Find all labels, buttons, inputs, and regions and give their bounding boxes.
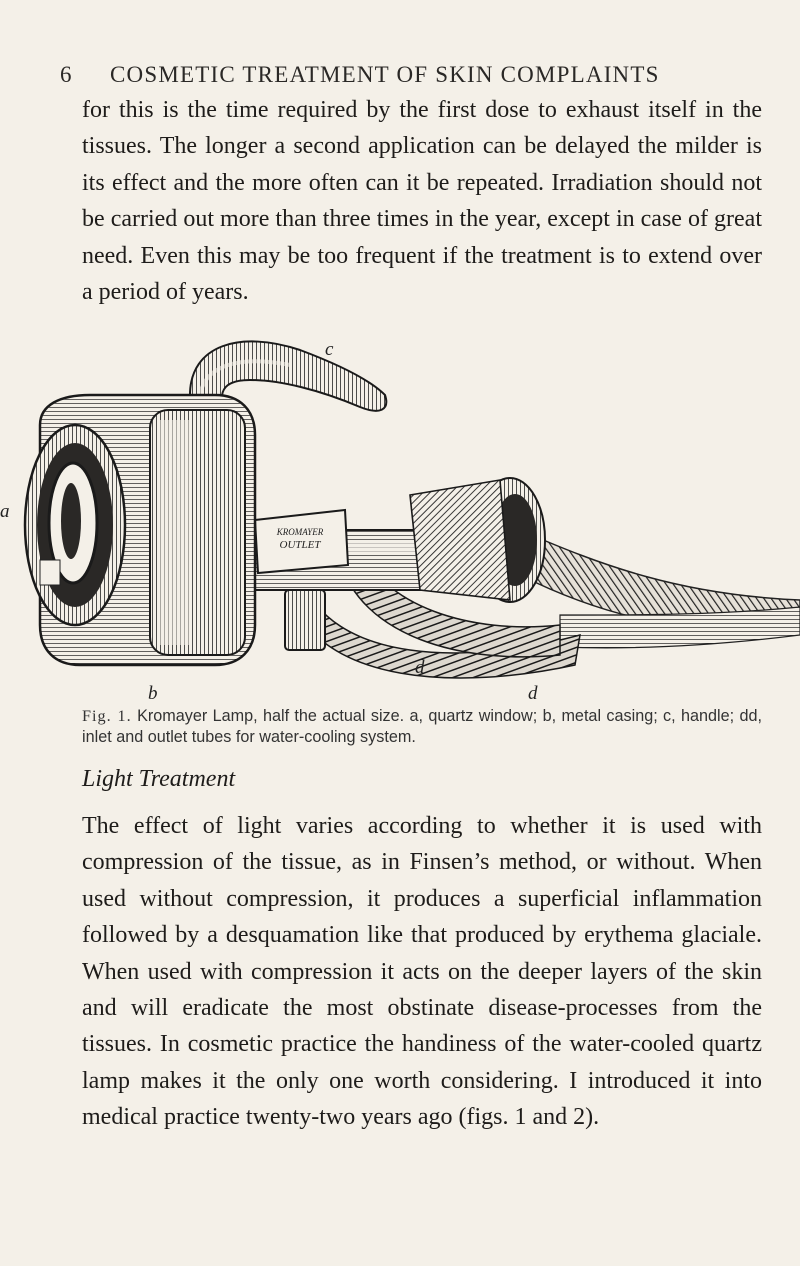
figure-kromayer-lamp [0, 335, 800, 707]
lamp-illustration [0, 335, 800, 707]
tube-collar [410, 478, 545, 602]
caption-label: Fig. 1. [82, 707, 132, 725]
figure-caption [82, 706, 762, 748]
label-b: b [148, 683, 158, 704]
outlet-label: OUTLET [279, 539, 321, 551]
caption-text: Kromayer Lamp, half the actual size. a, quartz window; b, metal casing; c, handle; dd, inlet and outlet tubes for water-cooling system. [82, 707, 762, 746]
engraved-text: KROMAYER [276, 527, 324, 537]
page-number: 6 [60, 62, 73, 87]
running-title: COSMETIC TREATMENT OF SKIN COMPLAINTS [110, 62, 660, 87]
running-head [60, 62, 760, 88]
water-cords [520, 530, 800, 648]
section-heading: Light Treatment [82, 766, 236, 792]
quartz-window-a [25, 425, 125, 625]
label-d-inner: d [415, 657, 425, 678]
label-c: c [325, 339, 334, 360]
label-a: a [0, 501, 10, 522]
paragraph-2: The effect of light varies according to whether it is used with compression of the tissue, as in Finsen’s method, or without. When used without compression, it produces a superficial inflammation followed by a desquamation like that produced by erythema glaciale. When used with compression it acts on the deeper layers of the skin and will eradicate the most obstinate disease-processes from the tissues. In cosmetic practice the handiness of the water-cooled quartz lamp makes it the only one worth considering. I introduced it into medical practice twenty-two years ago (figs. 1 and 2). [82, 813, 762, 1131]
label-d-outer: d [528, 683, 538, 704]
paragraph-1: for this is the time required by the first dose to exhaust itself in the tissues. The longer a second application can be delayed the milder is its effect and the more often can it be repeated. Irradiation should not be carried out more than three times in the year, except in case of great need. Even this may be too frequent if the treatment is to extend over a period of years. [82, 97, 762, 306]
